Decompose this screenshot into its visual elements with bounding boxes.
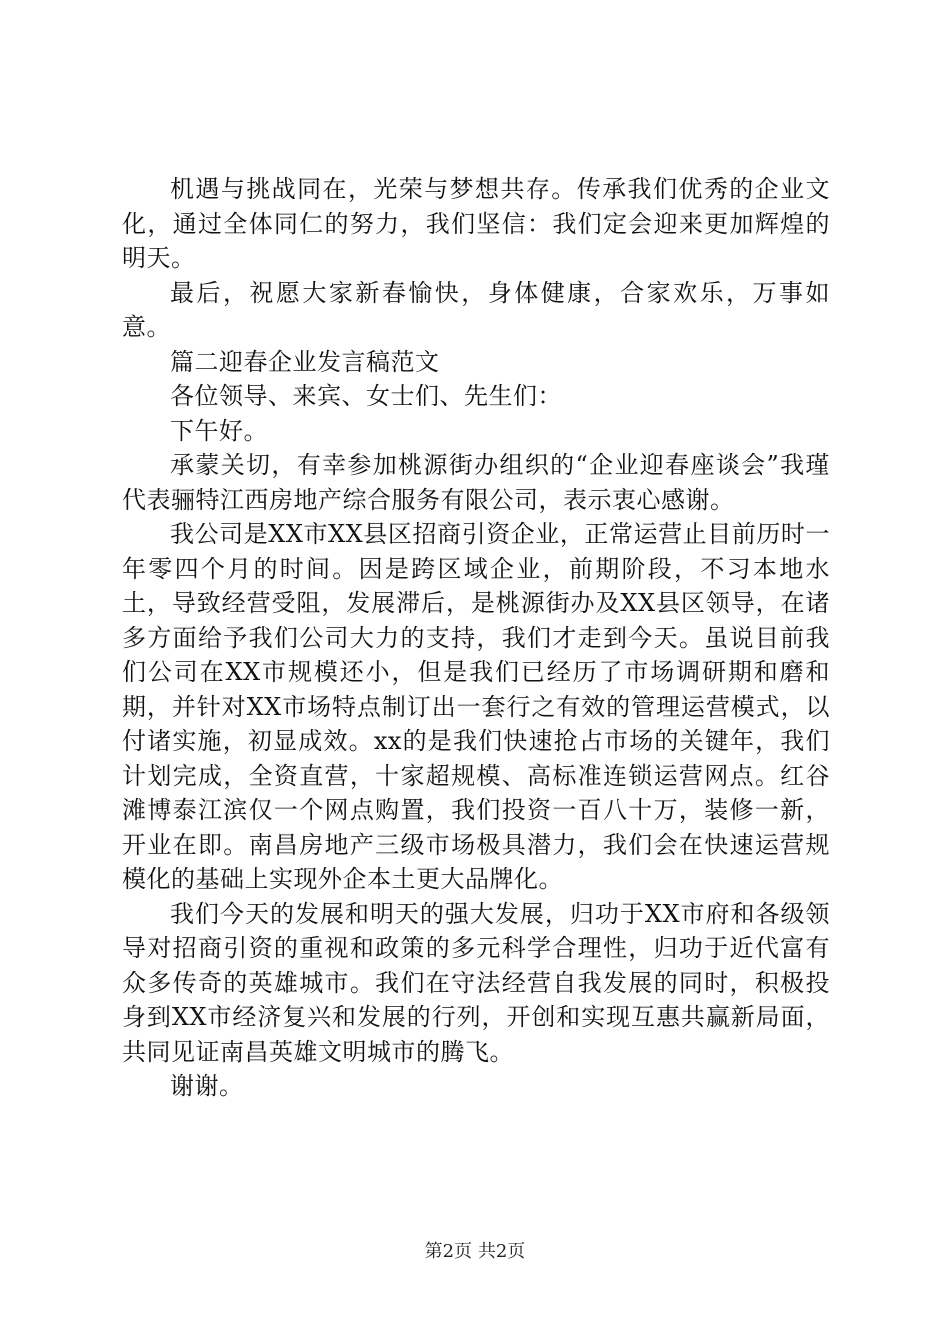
page-footer: 第2页 共2页 xyxy=(424,1241,526,1262)
paragraph-wishes: 最后，祝愿大家新春愉快，身体健康，合家欢乐，万事如意。 xyxy=(122,278,830,341)
paragraph-company-intro: 我公司是XX市XX县区招商引资企业，正常运营止目前历时一年零四个月的时间。因是跨区域企业，前期阶段，不习本地水土，导致经营受阻，发展滞后，是桃源街办及XX县区领导，在诸多方面给予我们公司大力的支持，我们才走到今天。虽说目前我们公司在XX市规模还小，但是我们已经历了市场调研期和磨和期，并针对XX市场特点制订出一套行之有效的管理运营模式，以付诸实施，初显成效。xx的是我们快速抢占市场的关键年，我们计划完成，全资直营，十家超规模、高标准连锁运营网点。红谷滩博泰江滨仅一个网点购置，我们投资一百八十万，装修一新，开业在即。南昌房地产三级市场极具潜力，我们会在快速运营规模化的基础上实现外企本土更大品牌化。 xyxy=(122,520,830,893)
closing-thanks: 谢谢。 xyxy=(170,1072,244,1100)
paragraph-opportunity: 机遇与挑战同在，光荣与梦想共存。传承我们优秀的企业文化，通过全体同仁的努力，我们坚信：我们定会迎来更加辉煌的明天。 xyxy=(122,175,830,272)
section-title: 篇二迎春企业发言稿范文 xyxy=(170,347,440,376)
greeting: 下午好。 xyxy=(170,416,268,445)
salutation: 各位领导、来宾、女士们、先生们： xyxy=(170,382,562,410)
document-body xyxy=(122,172,830,1104)
paragraph-thanks-invitation: 承蒙关切，有幸参加桃源街办组织的“企业迎春座谈会”我瑾代表骊特江西房地产综合服务有限公司，表示衷心感谢。 xyxy=(122,451,830,514)
paragraph-development: 我们今天的发展和明天的强大发展，归功于XX市府和各级领导对招商引资的重视和政策的多元科学合理性，归功于近代富有众多传奇的英雄城市。我们在守法经营自我发展的同时，积极投身到XX市经济复兴和发展的行列，开创和实现互惠共赢新局面，共同见证南昌英雄文明城市的腾飞。 xyxy=(122,899,830,1066)
